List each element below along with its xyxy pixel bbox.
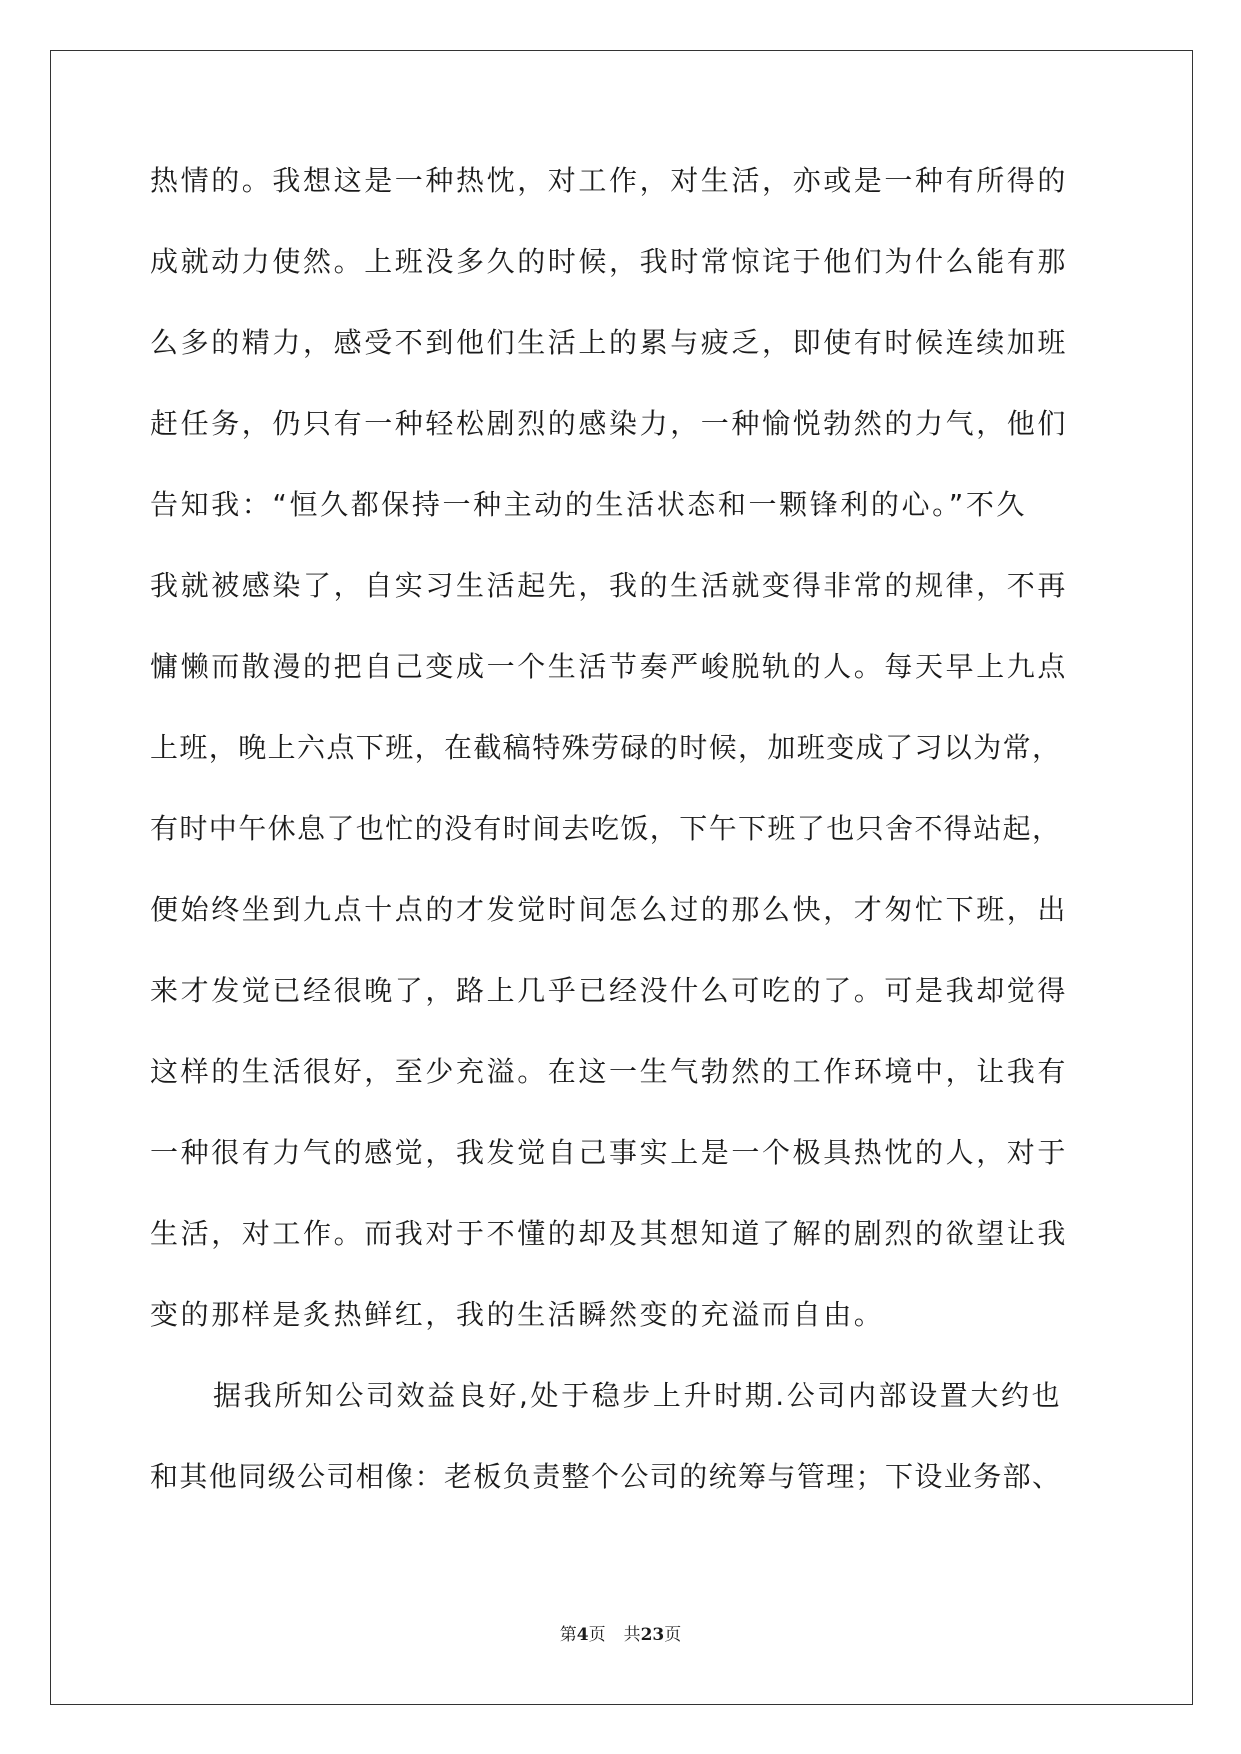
text-line: 这样的生活很好，至少充溢。在这一生气勃然的工作环境中，让我有	[150, 1055, 1069, 1088]
text-line: 生活，对工作。而我对于不懂的却及其想知道了解的剧烈的欲望让我	[150, 1217, 1069, 1250]
text-line: 一种很有力气的感觉，我发觉自己事实上是一个极具热忱的人，对于	[150, 1136, 1069, 1169]
page-footer	[0, 1620, 1241, 1645]
page-current: 4	[576, 1625, 589, 1645]
paragraph-first-line: 据我所知公司效益良好,处于稳步上升时期.公司内部设置大约也	[213, 1379, 1063, 1412]
text-line: 告知我：“恒久都保持一种主动的生活状态和一颗锋利的心。”不久	[150, 488, 1028, 521]
text-line: 么多的精力，感受不到他们生活上的累与疲乏，即使有时候连续加班	[150, 326, 1069, 359]
text-line: 便始终坐到九点十点的才发觉时间怎么过的那么快，才匆忙下班，出	[150, 893, 1069, 926]
text-line: 慵懒而散漫的把自己变成一个生活节奏严峻脱轨的人。每天早上九点	[150, 650, 1069, 683]
document-body	[150, 163, 1100, 1540]
text-line: 有时中午休息了也忙的没有时间去吃饭，下午下班了也只舍不得站起，	[150, 812, 1062, 845]
text-line: 成就动力使然。上班没多久的时候，我时常惊诧于他们为什么能有那	[150, 245, 1069, 278]
page-total: 23	[640, 1625, 665, 1645]
text-line: 变的那样是炙热鲜红，我的生活瞬然变的充溢而自由。	[150, 1298, 885, 1331]
page-prefix: 第	[559, 1625, 577, 1645]
text-line: 和其他同级公司相像：老板负责整个公司的统筹与管理；下设业务部、	[150, 1460, 1062, 1493]
text-line: 赶任务，仍只有一种轻松剧烈的感染力，一种愉悦勃然的力气，他们	[150, 407, 1069, 440]
total-unit: 页	[664, 1625, 682, 1645]
total-prefix: 共	[623, 1625, 641, 1645]
text-line: 来才发觉已经很晚了，路上几乎已经没什么可吃的了。可是我却觉得	[150, 974, 1069, 1007]
text-line: 热情的。我想这是一种热忱，对工作，对生活，亦或是一种有所得的	[150, 164, 1069, 197]
page-unit: 页	[588, 1625, 606, 1645]
text-line: 上班，晚上六点下班，在截稿特殊劳碌的时候，加班变成了习以为常，	[150, 731, 1062, 764]
text-line: 我就被感染了，自实习生活起先，我的生活就变得非常的规律，不再	[150, 569, 1069, 602]
